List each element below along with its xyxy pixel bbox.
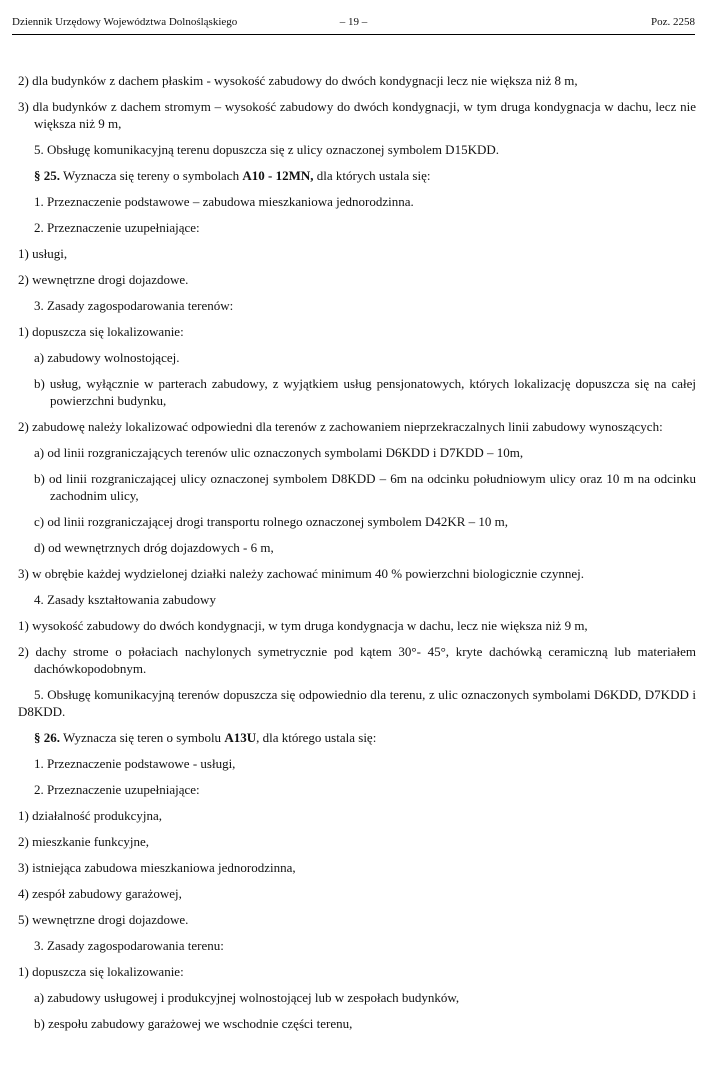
paragraph-line: 1) dopuszcza się lokalizowanie: <box>18 324 184 339</box>
paragraph-line: 5) wewnętrzne drogi dojazdowe. <box>18 912 189 927</box>
area-symbol: A10 - 12MN, <box>242 168 314 183</box>
paragraph-line: 2) dachy strome o połaciach nachylonych symetrycznie pod kątem 30°- 45°, kryte dachówką ceramiczną lub materiałem dachówkopodobnym. <box>18 644 696 676</box>
paragraph-line: 1) działalność produkcyjna, <box>18 808 163 823</box>
paragraph-line: 2) zabudowę należy lokalizować odpowiedni dla terenów z zachowaniem nieprzekraczalnych linii zabudowy wynoszących: <box>18 419 663 434</box>
paragraph-line: 1) wysokość zabudowy do dwóch kondygnacji, w tym druga kondygnacja w dachu, lecz nie większa niż 9 m, <box>18 618 588 633</box>
paragraph-line: a) od linii rozgraniczających terenów ulic oznaczonych symbolami D6KDD i D7KDD – 10m, <box>34 445 524 460</box>
position-number: Poz. 2258 <box>651 16 695 28</box>
paragraph-line: 3) istniejąca zabudowa mieszkaniowa jednorodzinna, <box>18 860 296 875</box>
page-number: – 19 – <box>339 16 368 28</box>
section-number: § 25. <box>34 168 60 183</box>
area-symbol: A13U <box>224 730 257 745</box>
paragraph-line: 3) w obrębie każdej wydzielonej działki należy zachować minimum 40 % powierzchni biologicznie czynnej. <box>18 566 585 581</box>
paragraph-line: 2. Przeznaczenie uzupełniające: <box>34 782 200 797</box>
paragraph-line: 1. Przeznaczenie podstawowe – zabudowa mieszkaniowa jednorodzinna. <box>34 194 414 209</box>
paragraph-line: b) od linii rozgraniczającej ulicy oznaczonej symbolem D8KDD – 6m na odcinku południowym ulicy oraz 10 m na odcinku zachodnim ulicy, <box>34 471 696 503</box>
paragraph-line: 1. Przeznaczenie podstawowe - usługi, <box>34 756 236 771</box>
section-text-tail: , dla którego ustala się: <box>256 730 377 745</box>
section-number: § 26. <box>34 730 60 745</box>
paragraph-line: 3) dla budynków z dachem stromym – wysokość zabudowy do dwóch kondygnacji, w tym druga kondygnacja w dachu, lecz nie większa niż 9 m, <box>18 99 696 131</box>
paragraph-line: a) zabudowy usługowej i produkcyjnej wolnostojącej lub w zespołach budynków, <box>34 990 460 1005</box>
paragraph-line: b) zespołu zabudowy garażowej we wschodnie części terenu, <box>34 1016 353 1031</box>
journal-title: Dziennik Urzędowy Województwa Dolnośląskiego <box>12 16 238 28</box>
paragraph-line: 5. Obsługę komunikacyjną terenu dopuszcza się z ulicy oznaczonej symbolem D15KDD. <box>34 142 499 157</box>
paragraph-line: 2) dla budynków z dachem płaskim - wysokość zabudowy do dwóch kondygnacji lecz nie większa niż 8 m, <box>18 73 578 88</box>
document-body <box>18 72 696 1041</box>
paragraph-line: c) od linii rozgraniczającej drogi transportu rolnego oznaczonej symbolem D42KR – 10 m, <box>34 514 508 529</box>
section-text-tail: dla których ustala się: <box>313 168 431 183</box>
paragraph-line: 2) wewnętrzne drogi dojazdowe. <box>18 272 189 287</box>
section-text: Wyznacza się tereny o symbolach <box>60 168 243 183</box>
paragraph-line: a) zabudowy wolnostojącej. <box>34 350 180 365</box>
paragraph-line: 5. Obsługę komunikacyjną terenów dopuszcza się odpowiednio dla terenu, z ulic oznaczonych symbolami D6KDD, D7KDD i D8KDD. <box>18 687 696 719</box>
paragraph-line: 1) usługi, <box>18 246 68 261</box>
paragraph-line: d) od wewnętrznych dróg dojazdowych - 6 m, <box>34 540 274 555</box>
paragraph-line: 4. Zasady kształtowania zabudowy <box>34 592 216 607</box>
paragraph-line <box>18 167 696 184</box>
section-text: Wyznacza się teren o symbolu <box>60 730 225 745</box>
paragraph-line: 1) dopuszcza się lokalizowanie: <box>18 964 184 979</box>
page-header <box>12 14 695 35</box>
paragraph-line: 3. Zasady zagospodarowania terenów: <box>34 298 234 313</box>
paragraph-line: 3. Zasady zagospodarowania terenu: <box>34 938 224 953</box>
paragraph-line: 2) mieszkanie funkcyjne, <box>18 834 150 849</box>
paragraph-line: 4) zespół zabudowy garażowej, <box>18 886 182 901</box>
paragraph-line <box>18 729 696 746</box>
paragraph-line: b) usług, wyłącznie w parterach zabudowy, z wyjątkiem usług pensjonatowych, których lokalizację dopuszcza się na całej powierzchni budynku, <box>34 376 696 408</box>
paragraph-line: 2. Przeznaczenie uzupełniające: <box>34 220 200 235</box>
